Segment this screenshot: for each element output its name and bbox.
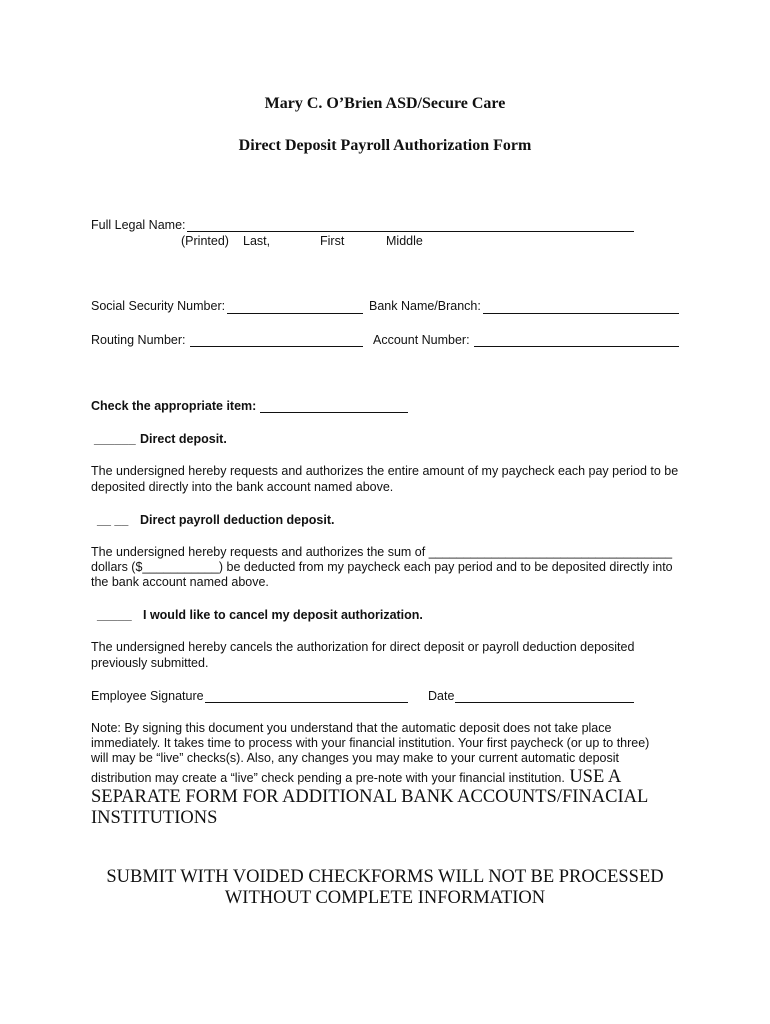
printed-sublabel: (Printed) <box>181 234 229 248</box>
note-line4 <box>91 767 621 788</box>
deduction-text-line1: The undersigned hereby requests and authorizes the sum of ___________________________________ <box>91 545 673 559</box>
direct-deposit-text: The undersigned hereby requests and authorizes the entire amount of my paycheck each pay period to be deposited directly into the bank account named above. <box>91 464 679 494</box>
note-line5: SEPARATE FORM FOR ADDITIONAL BANK ACCOUNTS/FINACIAL <box>91 787 649 807</box>
routing-label: Routing Number: <box>91 333 186 347</box>
note-line1: Note: By signing this document you understand that the automatic deposit does not take place <box>91 721 612 735</box>
cancel-label: I would like to cancel my deposit authorization. <box>143 608 423 622</box>
deduction-text-line2: dollars ($___________) be deducted from my paycheck each pay period and to be deposited directly into <box>91 560 673 574</box>
bank-name-field[interactable] <box>483 313 679 314</box>
check-item-label: Check the appropriate item: <box>91 399 257 413</box>
bank-name-label: Bank Name/Branch: <box>369 299 481 313</box>
date-field[interactable] <box>455 702 634 703</box>
routing-field[interactable] <box>190 346 363 347</box>
first-sublabel: First <box>320 234 345 248</box>
note-line3: will may be “live” checks(s). Also, any changes you may make to your current automatic deposit <box>91 751 619 765</box>
ssn-label: Social Security Number: <box>91 299 226 313</box>
full-name-field[interactable] <box>187 231 634 232</box>
check-item-field[interactable] <box>260 412 408 413</box>
account-field[interactable] <box>474 346 679 347</box>
note-line6: INSTITUTIONS <box>91 808 218 828</box>
note-line2: immediately. It takes time to process with your financial institution. Your first paycheck (or up to three) <box>91 736 650 750</box>
company-title: Mary C. O’Brien ASD/Secure Care <box>264 95 506 112</box>
full-name-label: Full Legal Name: <box>91 218 186 232</box>
account-label: Account Number: <box>373 333 470 347</box>
cancel-text: The undersigned hereby cancels the authorization for direct deposit or payroll deduction deposited previously submitted. <box>91 640 635 670</box>
direct-deposit-label: Direct deposit. <box>140 432 227 446</box>
middle-sublabel: Middle <box>386 234 423 248</box>
date-label: Date <box>428 689 455 703</box>
note-line4-text: distribution may create a “live” check pending a pre-note with your financial institution. <box>91 771 565 785</box>
deduction-blank[interactable]: __ __ <box>97 513 129 527</box>
note-line4-emphasis: USE A <box>569 767 622 787</box>
footer-line2: WITHOUT COMPLETE INFORMATION <box>224 888 546 908</box>
cancel-blank[interactable]: _____ <box>97 608 132 622</box>
employee-signature-label: Employee Signature <box>91 689 204 703</box>
direct-deposit-blank[interactable]: ______ <box>94 432 136 446</box>
last-sublabel: Last, <box>243 234 271 248</box>
footer-line1: SUBMIT WITH VOIDED CHECKFORMS WILL NOT BE PROCESSED <box>106 867 664 887</box>
employee-signature-field[interactable] <box>205 702 408 703</box>
deduction-label: Direct payroll deduction deposit. <box>140 513 335 527</box>
ssn-field[interactable] <box>227 313 363 314</box>
form-title: Direct Deposit Payroll Authorization Form <box>238 137 532 154</box>
deduction-text-line3: the bank account named above. <box>91 575 269 589</box>
